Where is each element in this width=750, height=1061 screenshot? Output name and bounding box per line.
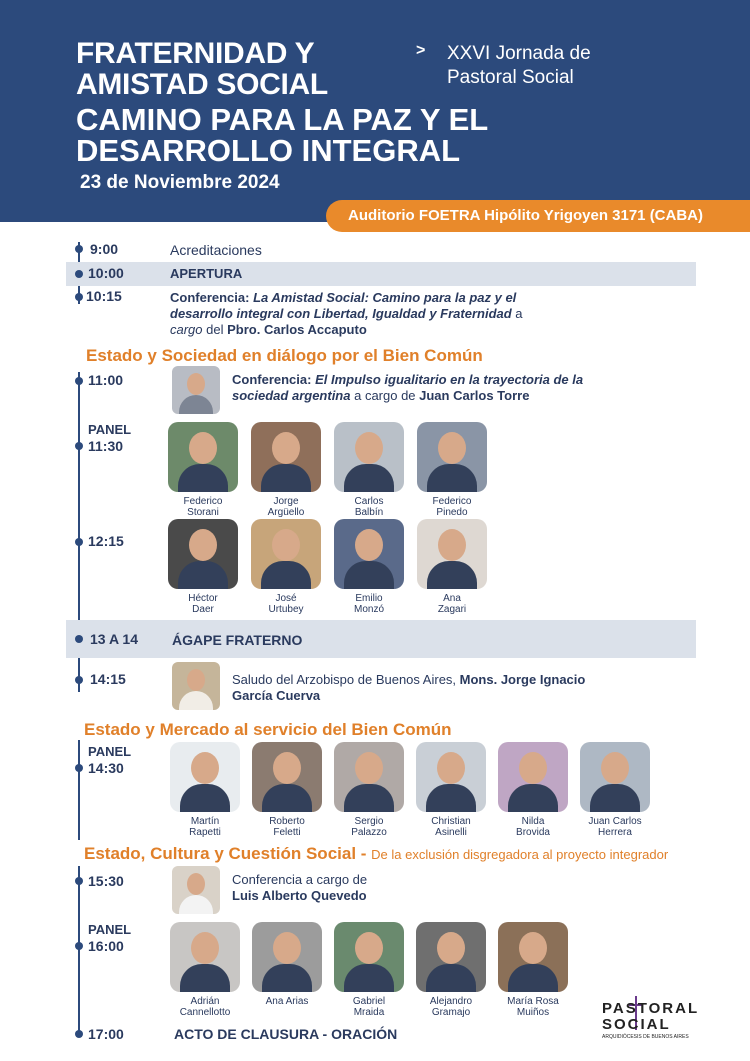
- speaker-photo-quevedo: [172, 866, 220, 914]
- panelist-last-name: Monzó: [353, 604, 384, 615]
- conferencia-torre: [232, 372, 672, 404]
- panelist-last-name: Daer: [192, 604, 214, 615]
- panelist-last-name: Urtubey: [268, 604, 304, 615]
- panel-label: PANEL: [88, 744, 132, 759]
- timeline-dot: [75, 942, 83, 950]
- conf1-prefix: Conferencia:: [170, 290, 254, 305]
- panelist-first-name: Christian: [431, 816, 471, 827]
- panelist-name: [165, 996, 245, 1018]
- conf3-text: Conferencia a cargo de: [232, 872, 368, 887]
- jornada-line1: XXVI Jornada de: [447, 43, 591, 64]
- jornada-line2: Pastoral Social: [447, 67, 574, 88]
- conf2-speaker: Juan Carlos Torre: [419, 388, 530, 403]
- conf1-a: a: [511, 306, 523, 321]
- conf2-prefix: Conferencia:: [232, 372, 316, 387]
- timeline-dot: [75, 764, 83, 772]
- conf3-speaker: Luis Alberto Quevedo: [232, 888, 367, 903]
- agape-band: [66, 620, 696, 658]
- apertura-label: APERTURA: [170, 266, 243, 281]
- panelist-photo: [417, 422, 487, 492]
- venue-badge: Auditorio FOETRA Hipólito Yrigoyen 3171 (CABA): [326, 200, 750, 232]
- panelist-first-name: Héctor: [188, 593, 218, 604]
- panelist-last-name: Mraida: [353, 1007, 385, 1018]
- panelist-first-name: Jorge: [273, 496, 299, 507]
- timeline-dot: [75, 245, 83, 253]
- time-1100: 11:00: [88, 372, 124, 388]
- panelist-first-name: Federico: [183, 496, 223, 507]
- timeline-dot: [75, 293, 83, 301]
- panel-label: PANEL: [88, 422, 132, 437]
- panelist-name: [329, 496, 409, 518]
- section-heading: Estado y Sociedad en diálogo por el Bien Común: [86, 346, 483, 365]
- panelist-last-name: Asinelli: [435, 827, 467, 838]
- panelist-last-name: Brovida: [516, 827, 550, 838]
- time-1015: 10:15: [86, 288, 122, 304]
- time-0900: 9:00: [90, 241, 119, 257]
- speaker-photo-garcia-cuerva: [172, 662, 220, 710]
- panelist-photo: [170, 742, 240, 812]
- conf1-cargo: cargo: [170, 322, 203, 337]
- title-sub: [76, 104, 488, 166]
- panelist-last-name: Argüello: [267, 507, 305, 518]
- timeline-dot: [75, 377, 83, 385]
- panelist-last-name: Gramajo: [431, 1007, 471, 1018]
- panelist-photo: [580, 742, 650, 812]
- panelist-photo: [168, 519, 238, 589]
- panelist-photo: [416, 742, 486, 812]
- panelist-name: [575, 816, 655, 838]
- chevron-right-icon: >: [416, 42, 426, 59]
- conferencia-quevedo: [232, 872, 632, 904]
- title-line1: FRATERNIDAD Y: [76, 37, 315, 70]
- panelist-photo: [168, 422, 238, 492]
- apertura-band: [66, 262, 696, 286]
- conf1-title: La Amistad Social: Camino para la paz y el: [253, 290, 517, 305]
- agape-label: ÁGAPE FRATERNO: [172, 632, 303, 648]
- panelist-name: [246, 496, 326, 518]
- panelist-first-name: Adrián: [190, 996, 220, 1007]
- clausura-label: ACTO DE CLAUSURA - ORACIÓN: [174, 1026, 398, 1042]
- time-1600: 16:00: [88, 938, 124, 954]
- conf2-cargo: a cargo de: [350, 388, 420, 403]
- header-banner: [0, 0, 750, 222]
- saludo-speaker-cont: García Cuerva: [232, 688, 321, 703]
- conf1-del: del: [202, 322, 228, 337]
- acreditaciones-label: Acreditaciones: [170, 242, 262, 258]
- panelist-name: [412, 593, 492, 615]
- timeline-dot: [75, 877, 83, 885]
- panelist-name: [163, 593, 243, 615]
- time-1314: 13 A 14: [90, 631, 138, 647]
- panelist-photo: [334, 422, 404, 492]
- panelist-first-name: Juan Carlos: [588, 816, 642, 827]
- timeline-dot: [75, 270, 83, 278]
- panelist-photo: [170, 922, 240, 992]
- panelist-photo: [251, 519, 321, 589]
- title-line4: DESARROLLO INTEGRAL: [76, 133, 461, 168]
- section3-title: Estado, Cultura y Cuestión Social -: [84, 844, 372, 863]
- panelist-first-name: José: [275, 593, 297, 604]
- time-1530: 15:30: [88, 873, 124, 889]
- panelist-photo: [334, 922, 404, 992]
- conf2-title-cont: sociedad argentina: [232, 388, 351, 403]
- panelist-last-name: Rapetti: [189, 827, 221, 838]
- panelist-first-name: Nilda: [521, 816, 545, 827]
- title-line3: CAMINO PARA LA PAZ Y EL: [76, 102, 489, 137]
- panelist-name: [329, 816, 409, 838]
- speaker-photo-torre: [172, 366, 220, 414]
- timeline-dot: [75, 1030, 83, 1038]
- panelist-first-name: Sergio: [354, 816, 384, 827]
- section-heading: Estado y Mercado al servicio del Bien Común: [84, 720, 452, 739]
- time-1700: 17:00: [88, 1026, 124, 1042]
- conf1-speaker: Pbro. Carlos Accaputo: [227, 322, 367, 337]
- timeline-dot: [75, 676, 83, 684]
- timeline-line: [78, 740, 80, 840]
- panelist-last-name: Zagari: [437, 604, 467, 615]
- panelist-last-name: Feletti: [273, 827, 301, 838]
- panelist-first-name: Ana Arias: [265, 996, 309, 1007]
- panelist-photo: [417, 519, 487, 589]
- section3-subtitle: De la exclusión disgregadora al proyecto integrador: [371, 847, 669, 862]
- panelist-name: [165, 816, 245, 838]
- logo-line1: PASTORAL: [602, 1000, 700, 1017]
- timeline-dot: [75, 538, 83, 546]
- panelist-last-name: Muiños: [516, 1007, 550, 1018]
- panelist-last-name: Palazzo: [351, 827, 387, 838]
- panelist-first-name: María Rosa: [507, 996, 559, 1007]
- time-1215: 12:15: [88, 533, 124, 549]
- panelist-photo: [251, 422, 321, 492]
- panelist-name: [411, 816, 491, 838]
- time-1130: 11:30: [88, 438, 124, 454]
- logo-line2: SOCIAL: [602, 1016, 671, 1033]
- panelist-photo: [498, 922, 568, 992]
- panelist-name: [246, 593, 326, 615]
- event-date: 23 de Noviembre 2024: [80, 172, 280, 193]
- timeline-dot: [75, 635, 83, 643]
- panelist-last-name: Storani: [187, 507, 219, 518]
- panelist-first-name: Emilio: [355, 593, 383, 604]
- panelist-last-name: Pinedo: [436, 507, 468, 518]
- panelist-last-name: Balbín: [354, 507, 384, 518]
- panelist-photo: [252, 742, 322, 812]
- conf1-title-cont: desarrollo integral con Libertad, Igualdad y Fraternidad: [170, 306, 512, 321]
- panelist-name: [329, 996, 409, 1018]
- panelist-first-name: Martín: [190, 816, 220, 827]
- time-1000: 10:00: [88, 265, 124, 281]
- logo-line3: ARQUIDIÓCESIS DE BUENOS AIRES: [602, 1034, 689, 1040]
- panelist-name: [329, 593, 409, 615]
- time-1415: 14:15: [90, 671, 126, 687]
- saludo-arzobispo: [232, 672, 672, 704]
- panelist-last-name: Herrera: [598, 827, 632, 838]
- panel-label: PANEL: [88, 922, 132, 937]
- saludo-speaker: Mons. Jorge Ignacio: [459, 672, 586, 687]
- panelist-name: [163, 496, 243, 518]
- panelist-photo: [334, 519, 404, 589]
- saludo-text: Saludo del Arzobispo de Buenos Aires,: [232, 672, 460, 687]
- title-line2: AMISTAD SOCIAL: [76, 68, 328, 101]
- panelist-first-name: Roberto: [269, 816, 305, 827]
- panelist-first-name: Alejandro: [429, 996, 473, 1007]
- panelist-first-name: Gabriel: [352, 996, 386, 1007]
- panelist-photo: [252, 922, 322, 992]
- panelist-last-name: Cannellotto: [179, 1007, 231, 1018]
- panelist-name: [247, 816, 327, 838]
- panelist-name: [412, 496, 492, 518]
- panelist-name: [411, 996, 491, 1018]
- panelist-name: [247, 996, 327, 1007]
- time-1430: 14:30: [88, 760, 124, 776]
- panelist-first-name: Ana: [443, 593, 461, 604]
- section-heading: [84, 844, 668, 864]
- conferencia-accaputo: [170, 290, 600, 338]
- jornada-label: [447, 42, 647, 90]
- title-main: [76, 38, 328, 100]
- timeline-dot: [75, 442, 83, 450]
- panelist-photo: [334, 742, 404, 812]
- conf2-title: El Impulso igualitario en la trayectoria de la: [315, 372, 584, 387]
- panelist-first-name: Carlos: [354, 496, 384, 507]
- panelist-name: [493, 996, 573, 1018]
- timeline-line: [78, 866, 80, 1036]
- panelist-photo: [416, 922, 486, 992]
- panelist-name: [493, 816, 573, 838]
- pastoral-social-logo: [600, 996, 700, 1042]
- panelist-first-name: Federico: [432, 496, 472, 507]
- panelist-photo: [498, 742, 568, 812]
